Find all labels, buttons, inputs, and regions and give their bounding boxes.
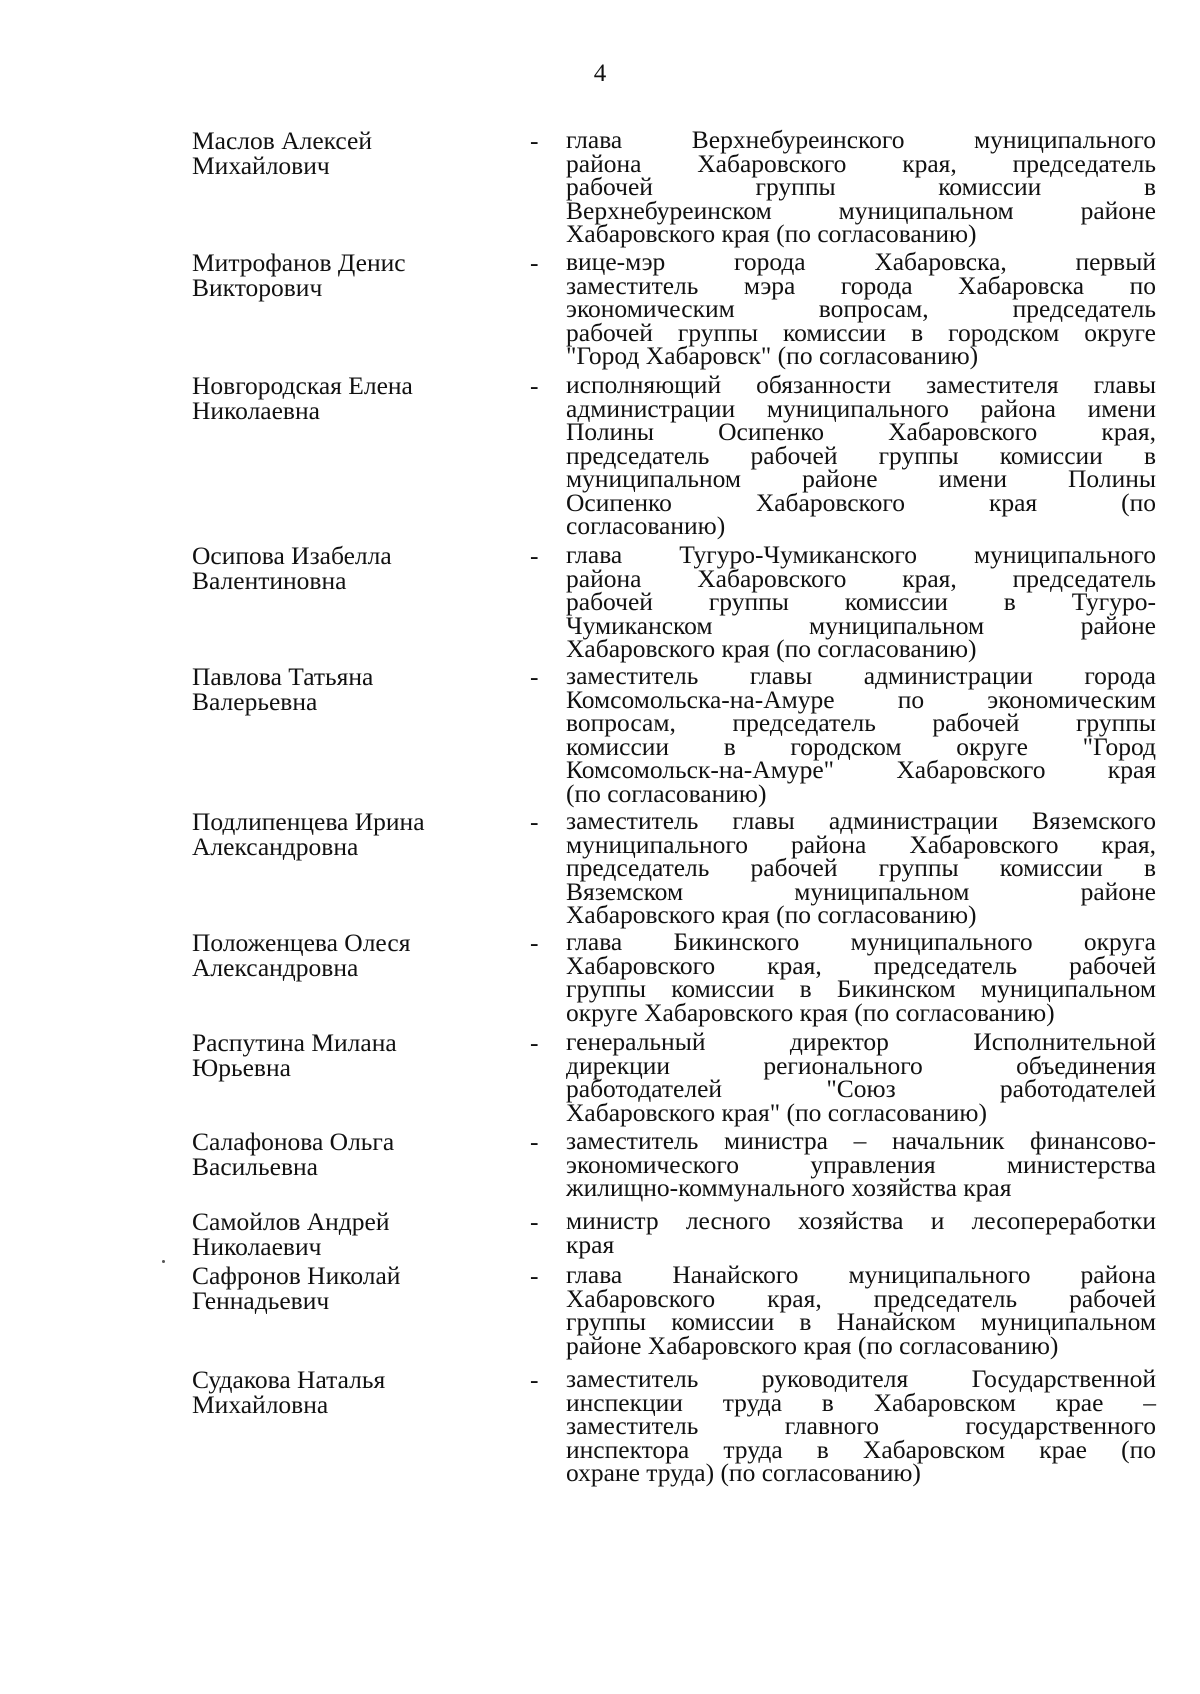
position-line: работодателей "Союз работодателей (566, 1074, 1156, 1103)
position-line: муниципального района Хабаровского края, (566, 829, 1156, 859)
position-line: глава Верхнебуреинского муниципального (566, 125, 1156, 154)
position-line: инспекции труда в Хабаровском крае – (566, 1387, 1156, 1417)
member-position (566, 806, 1156, 929)
entry-dash: - (530, 248, 539, 277)
position-line: министр лесного хозяйства и лесопереработки (566, 1206, 1156, 1235)
member-name (192, 809, 512, 859)
position-line: "Город Хабаровск" (по согласованию) (566, 341, 979, 370)
position-line: Осипенко Хабаровского края (по (566, 487, 1156, 517)
member-patronymic: Николаевна (192, 396, 320, 425)
member-name (192, 1263, 512, 1313)
member-surname-firstname: Самойлов Андрей (192, 1207, 390, 1236)
position-line: вопросам, председатель рабочей группы (566, 708, 1156, 737)
member-position (566, 1364, 1156, 1487)
position-line: глава Нанайского муниципального района (566, 1260, 1156, 1289)
member-patronymic: Николаевич (192, 1232, 322, 1261)
position-line: экономическим вопросам, председатель (566, 294, 1156, 323)
position-line: Хабаровского края (по согласованию) (566, 634, 977, 663)
member-patronymic: Юрьевна (192, 1053, 291, 1082)
entry-dash: - (530, 126, 539, 155)
entry-dash: - (530, 1207, 539, 1236)
member-surname-firstname: Судакова Наталья (192, 1365, 386, 1394)
member-patronymic: Валерьевна (192, 687, 318, 716)
member-surname-firstname: Распутина Милана (192, 1028, 397, 1057)
member-name (192, 664, 512, 714)
position-line: глава Бикинского муниципального округа (566, 927, 1156, 956)
position-line: охране труда) (по согласованию) (566, 1458, 921, 1487)
position-line: согласованию) (566, 511, 726, 540)
position-line: вице-мэр города Хабаровска, первый (566, 247, 1156, 276)
member-position (566, 1027, 1156, 1127)
member-patronymic: Викторович (192, 273, 323, 302)
member-position (566, 1260, 1156, 1360)
member-name (192, 1129, 512, 1179)
member-position (566, 1126, 1156, 1202)
member-surname-firstname: Павлова Татьяна (192, 662, 374, 691)
member-name (192, 250, 512, 300)
position-line: округе Хабаровского края (по согласованию) (566, 997, 1055, 1027)
position-line: заместитель главы администрации Вяземского (566, 806, 1156, 835)
position-line: Хабаровского края, председатель рабочей (566, 1283, 1156, 1313)
member-position (566, 247, 1156, 370)
member-patronymic: Геннадьевич (192, 1286, 330, 1315)
member-position (566, 540, 1156, 663)
entry-dash: - (530, 928, 539, 957)
entry-dash: - (530, 1127, 539, 1156)
position-line: Полины Осипенко Хабаровского края, (566, 417, 1156, 446)
member-position (566, 125, 1156, 248)
member-surname-firstname: Сафронов Николай (192, 1261, 401, 1290)
position-line: рабочей группы комиссии в Тугуро- (566, 587, 1156, 616)
member-position (566, 370, 1156, 540)
scan-speck (162, 1260, 165, 1263)
position-line: края (566, 1229, 615, 1259)
entry-dash: - (530, 371, 539, 400)
position-line: исполняющий обязанности заместителя главы (566, 370, 1156, 399)
member-surname-firstname: Осипова Изабелла (192, 541, 392, 570)
position-line: председатель рабочей группы комиссии в (566, 853, 1156, 882)
member-patronymic: Александровна (192, 953, 359, 982)
position-line: Хабаровского края" (по согласованию) (566, 1097, 987, 1127)
member-surname-firstname: Новгородская Елена (192, 371, 413, 400)
member-surname-firstname: Положенцева Олеся (192, 928, 411, 957)
position-line: группы комиссии в Бикинском муниципальном (566, 974, 1156, 1003)
member-name (192, 128, 512, 178)
member-patronymic: Михайловна (192, 1390, 329, 1419)
position-line: экономического управления министерства (566, 1149, 1156, 1179)
member-name (192, 930, 512, 980)
position-line: жилищно-коммунального хозяйства края (566, 1173, 1012, 1202)
position-line: заместитель министра – начальник финансово- (566, 1126, 1156, 1155)
member-patronymic: Васильевна (192, 1152, 318, 1181)
entry-dash: - (530, 807, 539, 836)
member-surname-firstname: Митрофанов Денис (192, 248, 406, 277)
member-surname-firstname: Маслов Алексей (192, 126, 373, 155)
position-line: муниципальном районе имени Полины (566, 464, 1156, 493)
position-line: комиссии в городском округе "Город (566, 731, 1156, 761)
member-name (192, 1030, 512, 1080)
member-surname-firstname: Подлипенцева Ирина (192, 807, 425, 836)
member-name (192, 373, 512, 423)
position-line: Хабаровского края (по согласованию) (566, 900, 977, 929)
position-line: Комсомольска-на-Амуре по экономическим (566, 684, 1156, 714)
entry-dash: - (530, 1028, 539, 1057)
entry-dash: - (530, 1365, 539, 1394)
position-line: заместитель руководителя Государственной (566, 1364, 1156, 1393)
position-line: группы комиссии в Нанайском муниципальном (566, 1307, 1156, 1336)
position-line: рабочей группы комиссии в (566, 172, 1156, 201)
member-name (192, 543, 512, 593)
position-line: Вяземском муниципальном районе (566, 876, 1156, 906)
position-line: генеральный директор Исполнительной (566, 1027, 1156, 1056)
position-line: администрации муниципального района имени (566, 393, 1156, 423)
position-line: Комсомольск-на-Амуре" Хабаровского края (566, 755, 1156, 784)
position-line: глава Тугуро-Чумиканского муниципального (566, 540, 1156, 569)
member-patronymic: Александровна (192, 832, 359, 861)
position-line: рабочей группы комиссии в городском округе (566, 317, 1156, 347)
member-patronymic: Михайлович (192, 151, 330, 180)
member-name (192, 1367, 512, 1417)
position-line: заместитель мэра города Хабаровска по (566, 270, 1156, 300)
position-line: Верхнебуреинском муниципальном районе (566, 195, 1156, 225)
member-patronymic: Валентиновна (192, 566, 347, 595)
position-line: Хабаровского края (по согласованию) (566, 219, 977, 248)
position-line: заместитель главы администрации города (566, 661, 1156, 690)
position-line: инспектора труда в Хабаровском крае (по (566, 1434, 1156, 1464)
position-line: дирекции регионального объединения (566, 1050, 1156, 1080)
position-line: (по согласованию) (566, 778, 767, 808)
entry-dash: - (530, 541, 539, 570)
position-line: районе Хабаровского края (по согласованию) (566, 1330, 1059, 1360)
position-line: Хабаровского края, председатель рабочей (566, 950, 1156, 980)
position-line: района Хабаровского края, председатель (566, 563, 1156, 593)
entry-dash: - (530, 1261, 539, 1290)
position-line: Чумиканском муниципальном районе (566, 610, 1156, 640)
member-name (192, 1209, 512, 1259)
member-position (566, 1206, 1156, 1259)
position-line: председатель рабочей группы комиссии в (566, 440, 1156, 470)
position-line: заместитель главного государственного (566, 1411, 1156, 1440)
page-number: 4 (593, 60, 607, 87)
position-line: района Хабаровского края, председатель (566, 148, 1156, 178)
member-position (566, 661, 1156, 808)
member-surname-firstname: Салафонова Ольга (192, 1127, 395, 1156)
entry-dash: - (530, 662, 539, 691)
member-position (566, 927, 1156, 1027)
